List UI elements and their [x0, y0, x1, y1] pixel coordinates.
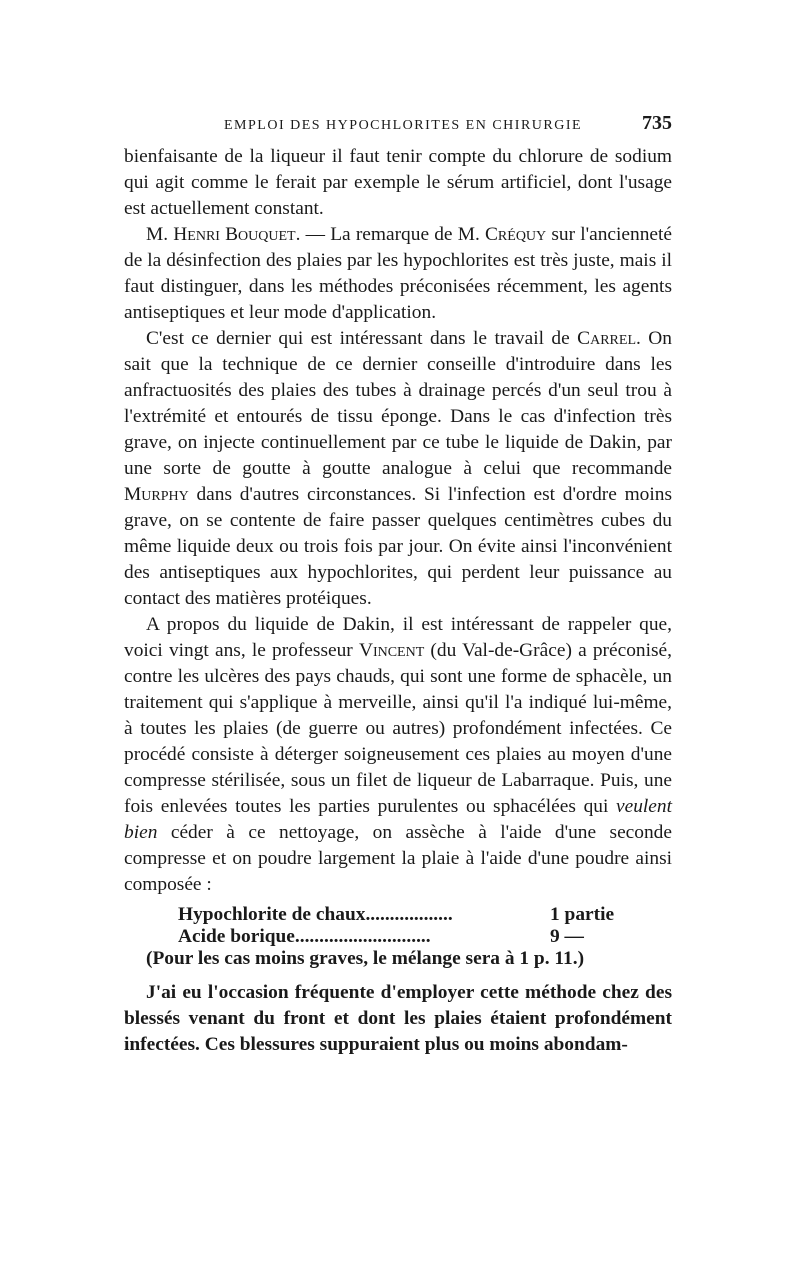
- recipe-item-quantity: 9 —: [550, 926, 584, 947]
- running-title: EMPLOI DES HYPOCHLORITES EN CHIRURGIE: [224, 118, 583, 133]
- paragraph-2-text-a: — La remarque de M.: [300, 224, 485, 245]
- person-name-carrel: Carrel: [577, 328, 636, 349]
- recipe-note-row: [124, 948, 672, 970]
- person-name-vincent: Vincent: [358, 640, 425, 661]
- paragraph-5-text: J'ai eu l'occasion fréquente d'employer cette méthode chez des blessés venant du front et dont les plaies étaient profondément infectées. Ces blessures suppuraient plus ou moins abondam-: [124, 982, 672, 1055]
- person-name-murphy: Murphy: [124, 484, 189, 505]
- paragraph-2: [124, 222, 672, 326]
- paragraph-4: [124, 612, 672, 898]
- paragraph-4-text-a: A propos du liquide de Dakin, il est intéressant de rappeler que, voici vingt ans, le professeur: [124, 614, 672, 661]
- paragraph-3-text-b: . On sait que la technique de ce dernier conseille d'introduire dans les anfractuosités des plaies des tubes à drainage percés d'un seul trou à l'extrémité et entourés de tissu éponge. Dans le cas d'infection très grave, on injecte continuellement par ce tube le liquide de Dakin, par une sorte de goutte à goutte analogue à celui que recommande: [124, 328, 672, 479]
- paragraph-4-text-b: (du Val-de-Grâce) a préconisé, contre les ulcères des pays chauds, qui sont une forme de sphacèle, un traitement qui s'applique à merveille, ainsi qu'il l'a indiqué lui-même, à toutes les plaies (de guerre ou autres) profondément infectées. Ce procédé consiste à déterger soigneusement ces plaies au moyen d'une compresse stérilisée, sous un filet de liqueur de Labarraque. Puis, une fois enlevées toutes les parties purulentes ou sphacélées qui: [124, 640, 672, 817]
- paragraph-1: [124, 144, 672, 222]
- paragraph-3-text-a: C'est ce dernier qui est intéressant dans le travail de: [146, 328, 578, 349]
- paragraph-1-text: bienfaisante de la liqueur il faut tenir compte du chlorure de sodium qui agit comme le ferait par exemple le sérum artificiel, dont l'usage est actuellement constant.: [124, 146, 672, 219]
- page-number: 735: [642, 112, 672, 134]
- recipe-note: (Pour les cas moins graves, le mélange sera à 1 p. 11.): [146, 948, 585, 969]
- paragraph-2-text-b: sur l'ancienneté de la désinfection des plaies par les hypochlorites est très juste, mais il faut distinguer, dans les méthodes préconisées récemment, les agents antiseptiques et leur mode d'application.: [124, 224, 672, 323]
- recipe-item-quantity: 1 partie: [550, 904, 615, 925]
- recipe-item-name: Acide borique............................: [178, 926, 431, 947]
- body-text: [124, 144, 672, 1058]
- paragraph-4-italic: veulent bien: [124, 796, 672, 843]
- paragraph-5: [124, 980, 672, 1058]
- recipe-row-acide: [124, 926, 672, 948]
- paragraph-4-text-c: céder à ce nettoyage, on assèche à l'aide d'une seconde compresse et on poudre largement la plaie à l'aide d'une poudre ainsi composée :: [124, 822, 672, 895]
- speaker-name: M. Henri Bouquet.: [146, 224, 301, 245]
- recipe-item-name: Hypochlorite de chaux..................: [178, 904, 453, 925]
- paragraph-3-text-c: dans d'autres circonstances. Si l'infection est d'ordre moins grave, on se contente de faire passer quelques centimètres cubes du même liquide deux ou trois fois par jour. On évite ainsi l'inconvénient des antiseptiques aux hypochlorites, qui perdent leur puissance au contact des matières protéiques.: [124, 484, 672, 609]
- person-name-crequy: Créquy: [485, 224, 547, 245]
- paragraph-3: [124, 326, 672, 612]
- running-head: [124, 112, 672, 142]
- recipe-row-hypochlorite: [124, 904, 672, 926]
- powder-recipe: [124, 904, 672, 970]
